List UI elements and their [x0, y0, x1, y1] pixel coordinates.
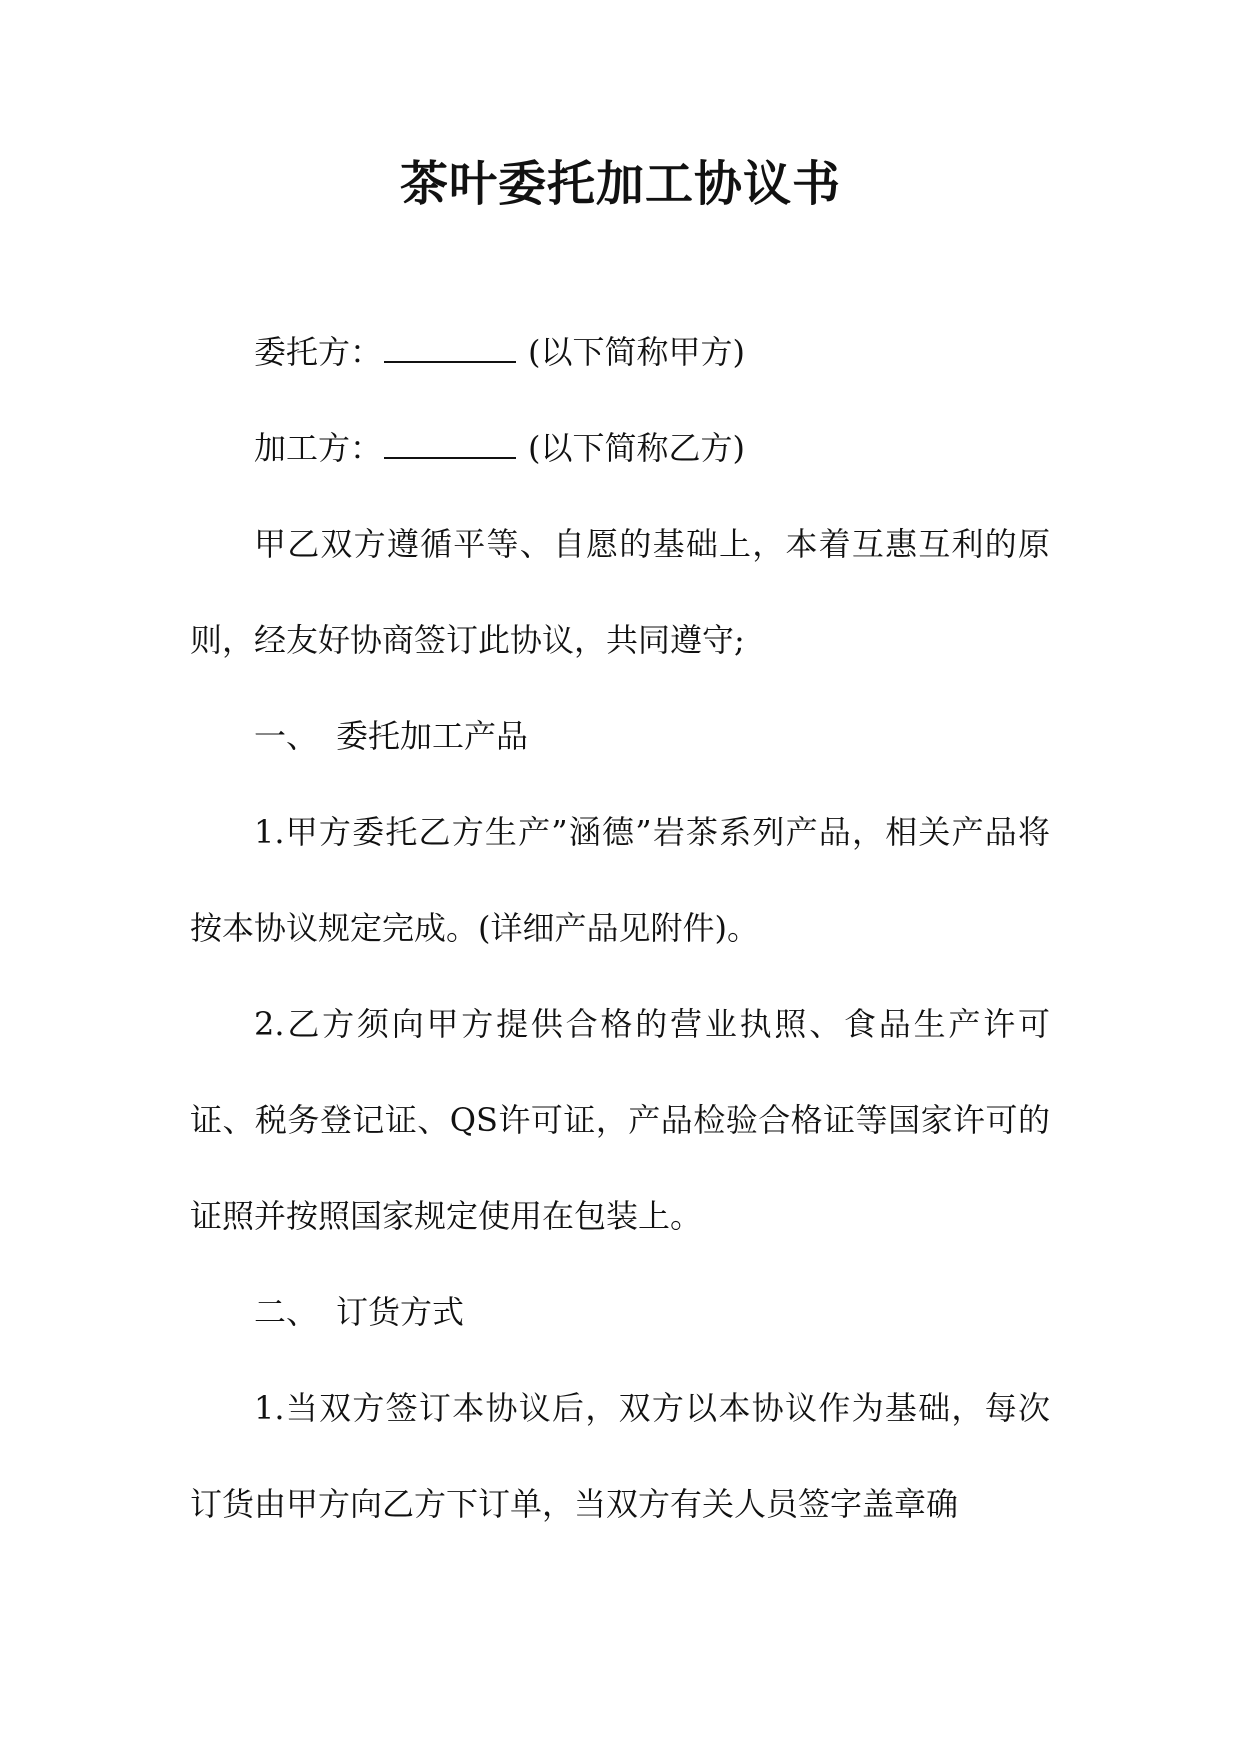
- document-body: [190, 304, 1050, 1552]
- preamble-paragraph: 甲乙双方遵循平等、自愿的基础上，本着互惠互利的原则，经友好协商签订此协议，共同遵守;: [190, 525, 1050, 659]
- party-a-suffix: (以下简称甲方): [528, 333, 745, 371]
- party-b-blank: [384, 431, 516, 459]
- document-title: 茶叶委托加工协议书: [399, 156, 841, 212]
- section-2-item-1: 1.当双方签订本协议后，双方以本协议作为基础，每次订货由甲方向乙方下订单，当双方有关人员签字盖章确: [190, 1389, 1050, 1523]
- party-a-label: 委托方：: [254, 333, 383, 371]
- section-1-item-1: 1.甲方委托乙方生产”涵德”岩茶系列产品，相关产品将按本协议规定完成。(详细产品见附件)。: [190, 813, 1050, 947]
- party-b-label: 加工方：: [254, 429, 383, 467]
- section-2-title: 订货方式: [336, 1293, 465, 1331]
- party-a-line: [190, 304, 1050, 400]
- party-a-blank: [384, 335, 516, 363]
- party-b-line: [190, 400, 1050, 496]
- section-1-title: 委托加工产品: [336, 717, 529, 755]
- party-b-suffix: (以下简称乙方): [528, 429, 745, 467]
- section-1-item-2: 2.乙方须向甲方提供合格的营业执照、食品生产许可证、税务登记证、QS许可证，产品检验合格证等国家许可的证照并按照国家规定使用在包装上。: [190, 1005, 1050, 1235]
- section-2-number: 二、: [254, 1293, 319, 1331]
- section-2-heading: [190, 1264, 1050, 1360]
- section-1-heading: [190, 688, 1050, 784]
- section-1-number: 一、: [254, 717, 319, 755]
